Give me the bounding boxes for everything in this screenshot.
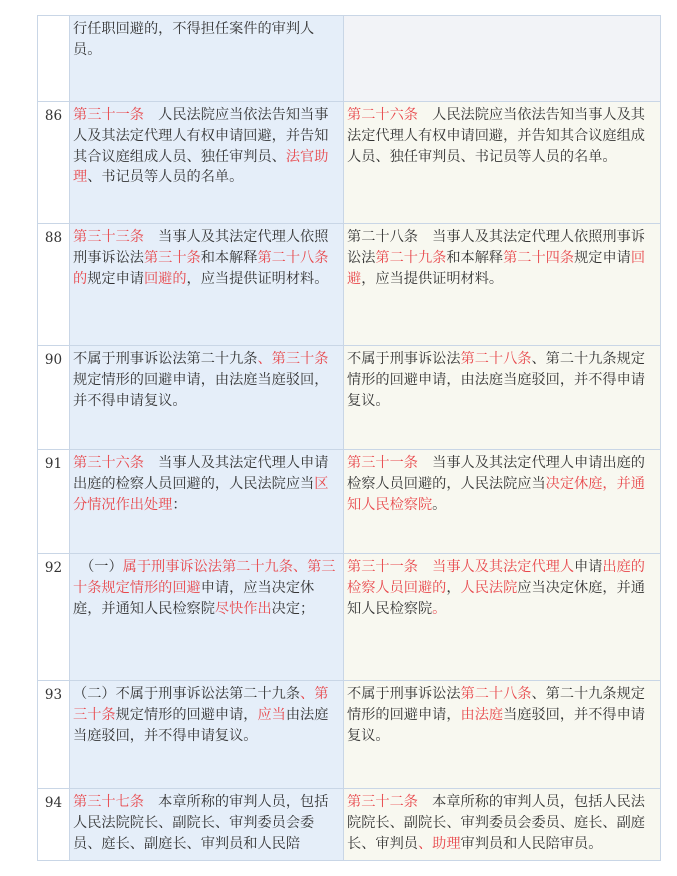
- changed-text: 人民法院: [460, 579, 518, 596]
- changed-text: 回避的: [143, 270, 187, 287]
- changed-text: 第三十条: [143, 249, 201, 266]
- provision-text: 申请，应当决定休庭，并通知人民检察院: [73, 579, 315, 617]
- provision-text: 人民法院应当依法告知当事人及其法定代理人有权申请回避，并告知其合议庭组成人员、独任审判员、书记员等人员的名单。: [347, 107, 645, 165]
- old-provision-cell: [344, 789, 661, 861]
- provision-text: 由法庭当庭驳回，并不得申请复议。: [73, 706, 329, 744]
- old-provision-cell: [344, 346, 661, 450]
- provision-text: 、书记员等人员的名单。: [87, 169, 244, 186]
- new-provision-cell: [70, 224, 344, 346]
- table-row: [38, 16, 661, 102]
- provision-text: 当事人及其法定代理人依照刑事诉讼法: [73, 229, 329, 266]
- provision-text: 规定申请: [87, 270, 144, 287]
- changed-text: 第三十二条: [347, 794, 418, 810]
- table-row: [38, 681, 661, 789]
- table-row: [38, 450, 661, 554]
- old-provision-cell: [344, 681, 661, 789]
- changed-text: 第二十八条: [460, 686, 532, 702]
- provision-text: 和本解释: [200, 249, 258, 266]
- table-row: [38, 102, 661, 224]
- changed-text: 第三十一条: [347, 455, 418, 471]
- old-provision-cell: [344, 224, 661, 346]
- row-number: [38, 16, 70, 102]
- provision-text: 第二十八条 当事人及其法定代理人依照刑事诉讼法: [347, 229, 645, 266]
- provision-text: （二）不属于刑事诉讼法第二十九条: [73, 686, 301, 702]
- table-row: [38, 346, 661, 450]
- provision-text: 和本解释: [446, 249, 504, 266]
- provision-text: 行任职回避的，不得担任案件的审判人员。: [73, 21, 315, 58]
- provision-text: 审判员和人民陪审员。: [460, 835, 603, 852]
- provision-text: 决定；: [271, 600, 315, 617]
- new-provision-cell: [70, 450, 344, 554]
- changed-text: 决定休庭，并通知人民检察院: [347, 475, 645, 513]
- provision-text: 当庭驳回，并不得申请复议。: [347, 706, 645, 744]
- row-number: 92: [38, 554, 70, 681]
- changed-text: 、第三十条: [73, 686, 329, 723]
- provision-text: 当事人及其法定代理人申请出庭的检察人员回避的，人民法院应当: [347, 455, 645, 492]
- provision-text: 。: [432, 496, 447, 513]
- comparison-table: [37, 15, 661, 861]
- row-number: 86: [38, 102, 70, 224]
- provision-text: 规定申请: [574, 249, 631, 266]
- new-provision-cell: [70, 102, 344, 224]
- old-provision-cell: [344, 554, 661, 681]
- provision-text: 、第二十九条规定情形的回避申请，: [347, 686, 645, 723]
- new-provision-cell: [70, 681, 344, 789]
- provision-text: 人民法院应当依法告知当事人及其法定代理人有权申请回避，并告知其合议庭组成人员、独任审判员、: [73, 107, 329, 165]
- row-number: 88: [38, 224, 70, 346]
- table-row: [38, 789, 661, 861]
- provision-text: 本章所称的审判人员，包括人民法院院长、副院长、审判委员会委员、庭长、副庭长、审判员: [347, 794, 645, 852]
- changed-text: 法官助理: [73, 148, 329, 186]
- new-provision-cell: [70, 554, 344, 681]
- row-number: 94: [38, 789, 70, 861]
- provision-text: 当事人及其法定代理人申请出庭的检察人员回避的，人民法院应当: [73, 455, 329, 492]
- provision-text: 不属于刑事诉讼法第二十九条: [73, 351, 258, 367]
- changed-text: 第三十七条: [73, 794, 144, 810]
- changed-text: 由法庭: [460, 706, 504, 723]
- provision-text: 规定情形的回避申请，由法庭当庭驳回，并不得申请复议。: [73, 371, 329, 409]
- table-row: [38, 224, 661, 346]
- provision-text: ，应当提供证明材料。: [361, 270, 504, 287]
- row-number: 90: [38, 346, 70, 450]
- provision-text: ，: [446, 579, 461, 596]
- changed-text: 应当: [257, 706, 286, 723]
- changed-text: 第三十三条: [73, 229, 144, 245]
- changed-text: 第二十六条: [347, 107, 418, 123]
- provision-text: ，应当提供证明材料。: [186, 270, 329, 287]
- new-provision-cell: [70, 789, 344, 861]
- changed-text: 区分情况作出处理: [73, 475, 329, 513]
- provision-text: 应当决定休庭，并通知人民检察院: [347, 579, 645, 617]
- new-provision-cell: [70, 346, 344, 450]
- changed-text: 属于刑事诉讼法第二十九条、第三十条规定情形的回避: [73, 559, 336, 596]
- provision-text: （一）: [73, 559, 123, 575]
- changed-text: 第三十一条 当事人及其法定代理人: [347, 559, 575, 575]
- changed-text: 第三十一条: [73, 107, 144, 123]
- table-row: [38, 554, 661, 681]
- old-provision-cell: [344, 450, 661, 554]
- changed-text: 、助理: [417, 835, 461, 852]
- provision-text: 规定情形的回避申请，: [115, 706, 258, 723]
- new-provision-cell: [70, 16, 344, 102]
- changed-text: 第二十八条: [460, 351, 532, 367]
- changed-text: 回避: [347, 249, 646, 287]
- changed-text: 第二十九条: [375, 249, 447, 266]
- old-provision-cell: [344, 16, 661, 102]
- old-provision-cell: [344, 102, 661, 224]
- changed-text: 出庭的检察人员回避的: [347, 559, 645, 596]
- changed-text: 尽快作出: [214, 600, 272, 617]
- changed-text: 、第三十条: [257, 351, 329, 367]
- changed-text: 第二十四条: [503, 249, 575, 266]
- row-number: 93: [38, 681, 70, 789]
- provision-text: ：: [172, 496, 187, 513]
- provision-text: 不属于刑事诉讼法: [347, 351, 461, 367]
- row-number: 91: [38, 450, 70, 554]
- provision-text: 申请: [574, 559, 603, 575]
- provision-text: 、第二十九条规定情形的回避申请，由法庭当庭驳回，并不得申请复议。: [347, 351, 645, 409]
- changed-text: 第二十八条的: [73, 249, 329, 287]
- provision-text: 本章所称的审判人员，包括人民法院院长、副院长、审判委员会委员、庭长、副庭长、审判员和人民陪: [73, 794, 329, 852]
- provision-text: 不属于刑事诉讼法: [347, 686, 461, 702]
- changed-text: 。: [432, 600, 447, 617]
- changed-text: 第三十六条: [73, 455, 144, 471]
